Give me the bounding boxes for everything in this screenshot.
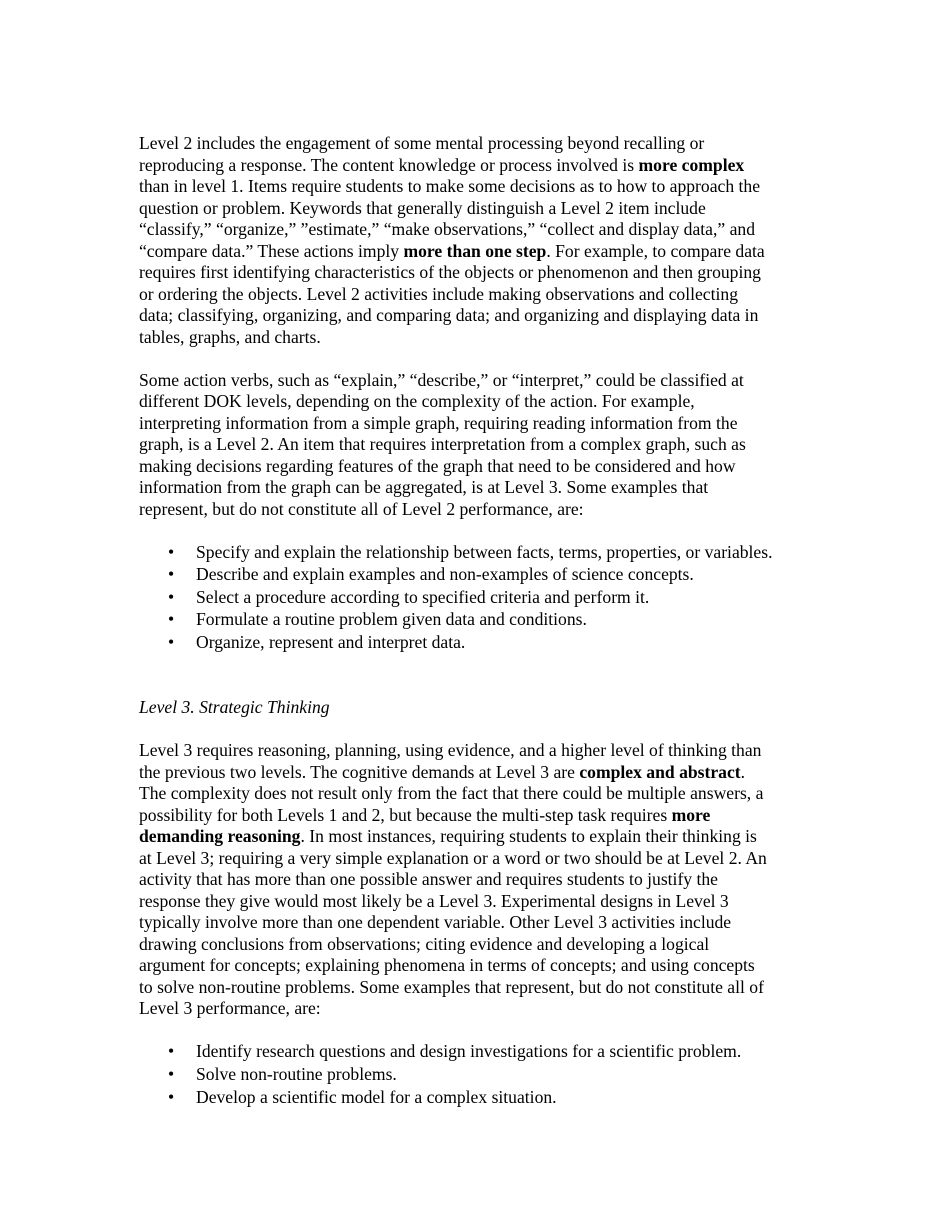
text-line: Level 2 includes the engagement of some mental processing beyond recalling or	[139, 133, 705, 153]
bullet-icon: •	[168, 609, 175, 630]
text-line: the previous two levels. The cognitive demands at Level 3 are complex and abstract.	[139, 761, 746, 782]
bold-emphasis: demanding reasoning	[139, 826, 301, 847]
bold-emphasis: more complex	[638, 154, 745, 175]
paragraph-action-verbs	[139, 370, 819, 521]
text-line: at Level 3; requiring a very simple explanation or a word or two should be at Level 2. An	[139, 847, 767, 868]
list-item-text: Solve non-routine problems.	[196, 1064, 397, 1085]
text-line: reproducing a response. The content knowledge or process involved is more complex	[139, 154, 745, 175]
list-item-text: Develop a scientific model for a complex situation.	[196, 1086, 557, 1107]
list-item	[139, 564, 819, 587]
bullet-icon: •	[168, 631, 175, 652]
text-line: drawing conclusions from observations; citing evidence and developing a logical	[139, 933, 710, 954]
text-line: or ordering the objects. Level 2 activities include making observations and collecting	[139, 283, 738, 304]
bold-emphasis: complex and abstract	[579, 761, 741, 782]
text-line: interpreting information from a simple graph, requiring reading information from the	[139, 412, 738, 433]
bold-emphasis: more than one step	[403, 240, 547, 261]
text-line: information from the graph can be aggregated, is at Level 3. Some examples that	[139, 477, 709, 497]
list-item	[139, 1041, 819, 1064]
bullet-icon: •	[168, 564, 175, 585]
text-line: graph, is a Level 2. An item that requires interpretation from a complex graph, such as	[139, 434, 746, 454]
list-item-text: Identify research questions and design investigations for a scientific problem.	[196, 1041, 742, 1062]
list-level2-examples	[139, 542, 819, 655]
list-item-text: Specify and explain the relationship between facts, terms, properties, or variables.	[196, 541, 773, 562]
text-line: response they give would most likely be a Level 3. Experimental designs in Level 3	[139, 890, 729, 911]
text-line: data; classifying, organizing, and comparing data; and organizing and displaying data in	[139, 305, 759, 325]
text-line: question or problem. Keywords that generally distinguish a Level 2 item include	[139, 197, 706, 218]
text-line: making decisions regarding features of the graph that need to be considered and how	[139, 455, 736, 476]
bold-emphasis: more	[671, 804, 711, 825]
bullet-icon: •	[168, 1064, 175, 1085]
text-line: “classify,” “organize,” ”estimate,” “make observations,” “collect and display data,” and	[139, 219, 755, 239]
list-item-text: Select a procedure according to specified criteria and perform it.	[196, 586, 650, 607]
text-line: than in level 1. Items require students to make some decisions as to how to approach the	[139, 176, 761, 196]
text-line: The complexity does not result only from the fact that there could be multiple answers, a	[139, 783, 764, 804]
document-body	[139, 133, 819, 1131]
text-line: Level 3 performance, are:	[139, 998, 321, 1019]
text-line: possibility for both Levels 1 and 2, but because the multi-step task requires more	[139, 804, 711, 825]
text-line: requires first identifying characteristics of the objects or phenomenon and then grouping	[139, 262, 761, 282]
text-line: Some action verbs, such as “explain,” “describe,” or “interpret,” could be classified at	[139, 369, 744, 390]
list-item-text: Describe and explain examples and non-examples of science concepts.	[196, 564, 694, 585]
list-item-text: Organize, represent and interpret data.	[196, 631, 466, 652]
text-line: typically involve more than one dependent variable. Other Level 3 activities include	[139, 912, 732, 933]
list-level3-examples	[139, 1041, 819, 1109]
text-line: to solve non-routine problems. Some examples that represent, but do not constitute all of	[139, 976, 764, 997]
section-heading-level3: Level 3. Strategic Thinking	[139, 697, 330, 718]
text-line: represent, but do not constitute all of Level 2 performance, are:	[139, 498, 584, 519]
bullet-icon: •	[168, 1086, 175, 1107]
list-item-text: Formulate a routine problem given data and conditions.	[196, 609, 587, 630]
paragraph-level3-description	[139, 740, 819, 1020]
list-item	[139, 542, 819, 565]
text-line: tables, graphs, and charts.	[139, 326, 321, 347]
list-item	[139, 1087, 819, 1110]
text-line: Level 3 requires reasoning, planning, using evidence, and a higher level of thinking than	[139, 740, 762, 761]
bullet-icon: •	[168, 1041, 175, 1062]
list-item	[139, 632, 819, 655]
paragraph-level2-intro	[139, 133, 819, 348]
list-item	[139, 609, 819, 632]
text-line: “compare data.” These actions imply more than one step. For example, to compare data	[139, 240, 765, 261]
list-item	[139, 1064, 819, 1087]
bullet-icon: •	[168, 586, 175, 607]
text-line: argument for concepts; explaining phenomena in terms of concepts; and using concepts	[139, 955, 755, 976]
text-line: different DOK levels, depending on the complexity of the action. For example,	[139, 391, 695, 411]
list-item	[139, 587, 819, 610]
text-line: demanding reasoning. In most instances, requiring students to explain their thinking is	[139, 826, 757, 847]
bullet-icon: •	[168, 541, 175, 562]
text-line: activity that has more than one possible answer and requires students to justify the	[139, 869, 718, 890]
